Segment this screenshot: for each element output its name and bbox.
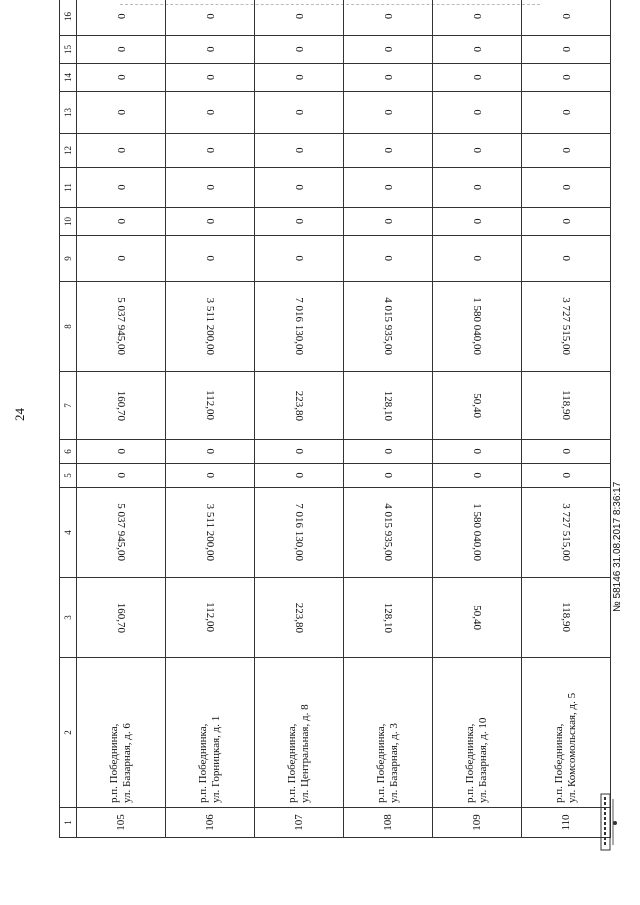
table-row — [433, 0, 522, 838]
value-cell — [255, 134, 344, 168]
address-line: р.п. Победнинка, — [553, 723, 565, 803]
address-line: ул. Базарная, д. 10 — [477, 717, 490, 803]
address-cell — [166, 658, 255, 808]
table-row — [166, 0, 255, 838]
value-cell — [344, 36, 433, 64]
value-cell-text: 1 580 040,00 — [471, 503, 484, 562]
data-table — [59, 0, 611, 838]
area-cell-text: 160,70 — [115, 602, 128, 633]
value-cell — [166, 464, 255, 488]
value-cell — [77, 464, 166, 488]
value-cell — [77, 236, 166, 282]
value-cell-text: 5 037 945,00 — [115, 297, 128, 356]
value-cell — [433, 208, 522, 236]
value-cell-text: 0 — [471, 448, 484, 455]
value-cell-text: 0 — [382, 218, 395, 225]
value-cell — [433, 372, 522, 440]
value-cell — [255, 36, 344, 64]
value-cell — [433, 236, 522, 282]
value-cell — [344, 236, 433, 282]
value-cell — [77, 92, 166, 134]
value-cell — [522, 440, 611, 464]
row-number-cell — [344, 808, 433, 838]
value-cell-text: 0 — [560, 255, 572, 262]
value-cell — [433, 36, 522, 64]
value-cell — [77, 488, 166, 578]
value-cell — [344, 92, 433, 134]
value-cell-text: 0 — [115, 472, 128, 479]
value-cell-text: 0 — [115, 255, 128, 262]
value-cell-text: 0 — [382, 13, 395, 20]
value-cell-text: 0 — [293, 218, 306, 225]
value-cell-text: 0 — [115, 109, 128, 116]
value-cell-text: 0 — [382, 147, 395, 154]
address-line: р.п. Победнинка, — [197, 723, 210, 803]
value-cell-text: 0 — [115, 218, 128, 225]
value-cell — [522, 134, 611, 168]
area-cell — [522, 578, 611, 658]
value-cell — [344, 440, 433, 464]
value-cell-text: 0 — [293, 46, 306, 53]
value-cell — [255, 440, 344, 464]
value-cell-text: 3 727 515,00 — [560, 297, 572, 356]
col-header: 8 — [60, 282, 77, 372]
row-number-cell-text: 106 — [204, 814, 217, 831]
value-cell — [344, 64, 433, 92]
area-cell — [433, 578, 522, 658]
value-cell — [255, 282, 344, 372]
value-cell-text: 1 580 040,00 — [471, 297, 484, 356]
col-header: 7 — [60, 372, 77, 440]
value-cell-text: 0 — [293, 109, 306, 116]
row-number-cell — [77, 808, 166, 838]
address-line: р.п. Победнинка, — [375, 723, 388, 803]
value-cell-text: 0 — [560, 218, 572, 225]
value-cell — [344, 168, 433, 208]
value-cell-text: 0 — [115, 13, 128, 20]
row-number-cell-text: 110 — [560, 814, 572, 831]
value-cell — [522, 372, 611, 440]
row-number-cell — [522, 808, 611, 838]
value-cell-text: 0 — [560, 46, 572, 53]
value-cell — [255, 372, 344, 440]
value-cell-text: 7 016 130,00 — [293, 503, 306, 562]
value-cell — [344, 208, 433, 236]
value-cell — [255, 488, 344, 578]
value-cell — [166, 208, 255, 236]
value-cell — [522, 236, 611, 282]
value-cell-text: 0 — [293, 255, 306, 262]
value-cell-text: 0 — [560, 472, 572, 479]
value-cell-text: 0 — [204, 147, 217, 154]
value-cell-text: 0 — [471, 184, 484, 191]
value-cell-text: 0 — [204, 46, 217, 53]
value-cell-text: 0 — [471, 218, 484, 225]
col-header: 13 — [60, 92, 77, 134]
area-cell-text: 128,10 — [382, 602, 395, 633]
col-header: 12 — [60, 134, 77, 168]
table-row — [255, 0, 344, 838]
value-cell — [344, 134, 433, 168]
value-cell — [166, 64, 255, 92]
value-cell — [433, 134, 522, 168]
value-cell — [344, 372, 433, 440]
value-cell-text: 3 727 515,00 — [560, 503, 572, 562]
value-cell — [255, 464, 344, 488]
table-row — [522, 0, 611, 838]
value-cell — [77, 36, 166, 64]
value-cell — [166, 168, 255, 208]
value-cell — [522, 168, 611, 208]
value-cell — [166, 488, 255, 578]
value-cell — [433, 488, 522, 578]
value-cell — [166, 92, 255, 134]
col-header: 14 — [60, 64, 77, 92]
value-cell-text: 0 — [293, 472, 306, 479]
value-cell-text: 0 — [115, 147, 128, 154]
value-cell-text: 0 — [382, 448, 395, 455]
col-header: 1 — [60, 808, 77, 838]
value-cell — [77, 0, 166, 36]
value-cell-text: 0 — [293, 147, 306, 154]
area-cell-text: 112,00 — [204, 602, 217, 633]
value-cell-text: 0 — [471, 46, 484, 53]
value-cell-text: 4 015 935,00 — [382, 503, 395, 562]
value-cell — [77, 64, 166, 92]
value-cell — [166, 372, 255, 440]
stamp-logo-icon — [600, 793, 618, 851]
value-cell — [433, 0, 522, 36]
value-cell-text: 0 — [471, 109, 484, 116]
row-number-cell-text: 107 — [293, 814, 306, 831]
value-cell-text: 0 — [560, 109, 572, 116]
value-cell — [77, 134, 166, 168]
value-cell-text: 0 — [115, 74, 128, 81]
col-header: 10 — [60, 208, 77, 236]
value-cell-text: 0 — [471, 74, 484, 81]
value-cell-text: 0 — [382, 46, 395, 53]
value-cell-text: 0 — [471, 147, 484, 154]
address-line: ул. Центральная, д. 8 — [299, 704, 312, 803]
value-cell-text: 4 015 935,00 — [382, 297, 395, 356]
area-cell-text: 118,90 — [560, 602, 572, 633]
value-cell-text: 0 — [204, 74, 217, 81]
row-number-cell-text: 109 — [471, 814, 484, 831]
value-cell — [77, 208, 166, 236]
value-cell-text: 112,00 — [204, 390, 217, 421]
col-header: 11 — [60, 168, 77, 208]
area-cell-text: 50,40 — [471, 605, 484, 630]
value-cell — [166, 36, 255, 64]
address-cell — [255, 658, 344, 808]
value-cell — [433, 64, 522, 92]
value-cell — [433, 464, 522, 488]
value-cell-text: 0 — [204, 184, 217, 191]
value-cell — [433, 168, 522, 208]
col-header: 6 — [60, 440, 77, 464]
col-header: 16 — [60, 0, 77, 36]
value-cell-text: 160,70 — [115, 390, 128, 421]
value-cell-text: 3 511 200,00 — [204, 297, 217, 356]
value-cell — [77, 282, 166, 372]
col-header: 2 — [60, 658, 77, 808]
value-cell — [166, 134, 255, 168]
value-cell — [77, 168, 166, 208]
value-cell — [344, 488, 433, 578]
value-cell-text: 0 — [382, 472, 395, 479]
address-line: ул. Комсомольская, д. 5 — [566, 692, 578, 803]
address-line: ул. Базарная, д. 3 — [388, 723, 401, 803]
address-cell — [433, 658, 522, 808]
address-cell — [344, 658, 433, 808]
value-cell — [255, 92, 344, 134]
value-cell — [522, 208, 611, 236]
value-cell-text: 118,90 — [560, 390, 572, 421]
value-cell-text: 0 — [293, 448, 306, 455]
value-cell — [522, 0, 611, 36]
value-cell-text: 3 511 200,00 — [204, 503, 217, 562]
value-cell-text: 0 — [293, 74, 306, 81]
value-cell-text: 0 — [115, 46, 128, 53]
value-cell-text: 0 — [293, 13, 306, 20]
value-cell — [522, 282, 611, 372]
address-cell — [522, 658, 611, 808]
col-header: 4 — [60, 488, 77, 578]
value-cell — [166, 440, 255, 464]
value-cell-text: 223,80 — [293, 390, 306, 421]
value-cell-text: 0 — [560, 147, 572, 154]
address-line: р.п. Победнинка, — [286, 723, 299, 803]
row-number-cell — [255, 808, 344, 838]
value-cell — [166, 282, 255, 372]
value-cell — [522, 64, 611, 92]
value-cell — [255, 236, 344, 282]
value-cell-text: 0 — [204, 109, 217, 116]
value-cell-text: 0 — [204, 13, 217, 20]
value-cell — [166, 0, 255, 36]
col-header: 5 — [60, 464, 77, 488]
value-cell — [522, 488, 611, 578]
header-row — [60, 0, 77, 838]
address-line: ул. Горницкая, д. 1 — [210, 715, 223, 803]
row-number-cell-text: 105 — [115, 814, 128, 831]
value-cell-text: 0 — [204, 218, 217, 225]
area-cell-text: 223,80 — [293, 602, 306, 633]
value-cell — [77, 372, 166, 440]
value-cell — [255, 168, 344, 208]
value-cell — [433, 282, 522, 372]
value-cell — [522, 464, 611, 488]
value-cell — [433, 92, 522, 134]
value-cell-text: 0 — [382, 184, 395, 191]
value-cell-text: 0 — [115, 184, 128, 191]
table-row — [344, 0, 433, 838]
col-header: 15 — [60, 36, 77, 64]
value-cell — [255, 208, 344, 236]
address-line: р.п. Победнинка, — [108, 723, 121, 803]
value-cell-text: 0 — [382, 74, 395, 81]
row-number-cell — [166, 808, 255, 838]
area-cell — [77, 578, 166, 658]
value-cell — [344, 0, 433, 36]
value-cell-text: 0 — [204, 255, 217, 262]
value-cell-text: 0 — [382, 255, 395, 262]
registration-stamp-text: № 58146 31.08.2017 8:36:17 — [612, 481, 623, 612]
value-cell — [255, 0, 344, 36]
value-cell-text: 7 016 130,00 — [293, 297, 306, 356]
value-cell — [344, 282, 433, 372]
value-cell-text: 0 — [560, 13, 572, 20]
col-header: 9 — [60, 236, 77, 282]
value-cell-text: 5 037 945,00 — [115, 503, 128, 562]
address-cell — [77, 658, 166, 808]
area-cell — [255, 578, 344, 658]
page-number: 24 — [12, 408, 27, 421]
value-cell — [77, 440, 166, 464]
address-line: р.п. Победнинка, — [464, 723, 477, 803]
value-cell — [522, 92, 611, 134]
table-row — [77, 0, 166, 838]
value-cell-text: 0 — [560, 184, 572, 191]
value-cell-text: 0 — [204, 472, 217, 479]
value-cell-text: 128,10 — [382, 390, 395, 421]
value-cell — [522, 36, 611, 64]
col-header: 3 — [60, 578, 77, 658]
value-cell-text: 0 — [471, 13, 484, 20]
value-cell-text: 0 — [115, 448, 128, 455]
value-cell-text: 0 — [204, 448, 217, 455]
value-cell-text: 0 — [471, 255, 484, 262]
value-cell — [166, 236, 255, 282]
address-line: ул. Базарная, д. 6 — [121, 723, 134, 803]
area-cell — [166, 578, 255, 658]
value-cell — [255, 64, 344, 92]
value-cell-text: 0 — [560, 448, 572, 455]
value-cell-text: 0 — [560, 74, 572, 81]
value-cell — [344, 464, 433, 488]
value-cell-text: 0 — [382, 109, 395, 116]
area-cell — [344, 578, 433, 658]
row-number-cell — [433, 808, 522, 838]
value-cell-text: 0 — [471, 472, 484, 479]
row-number-cell-text: 108 — [382, 814, 395, 831]
value-cell — [433, 440, 522, 464]
value-cell-text: 50,40 — [471, 393, 484, 418]
value-cell-text: 0 — [293, 184, 306, 191]
